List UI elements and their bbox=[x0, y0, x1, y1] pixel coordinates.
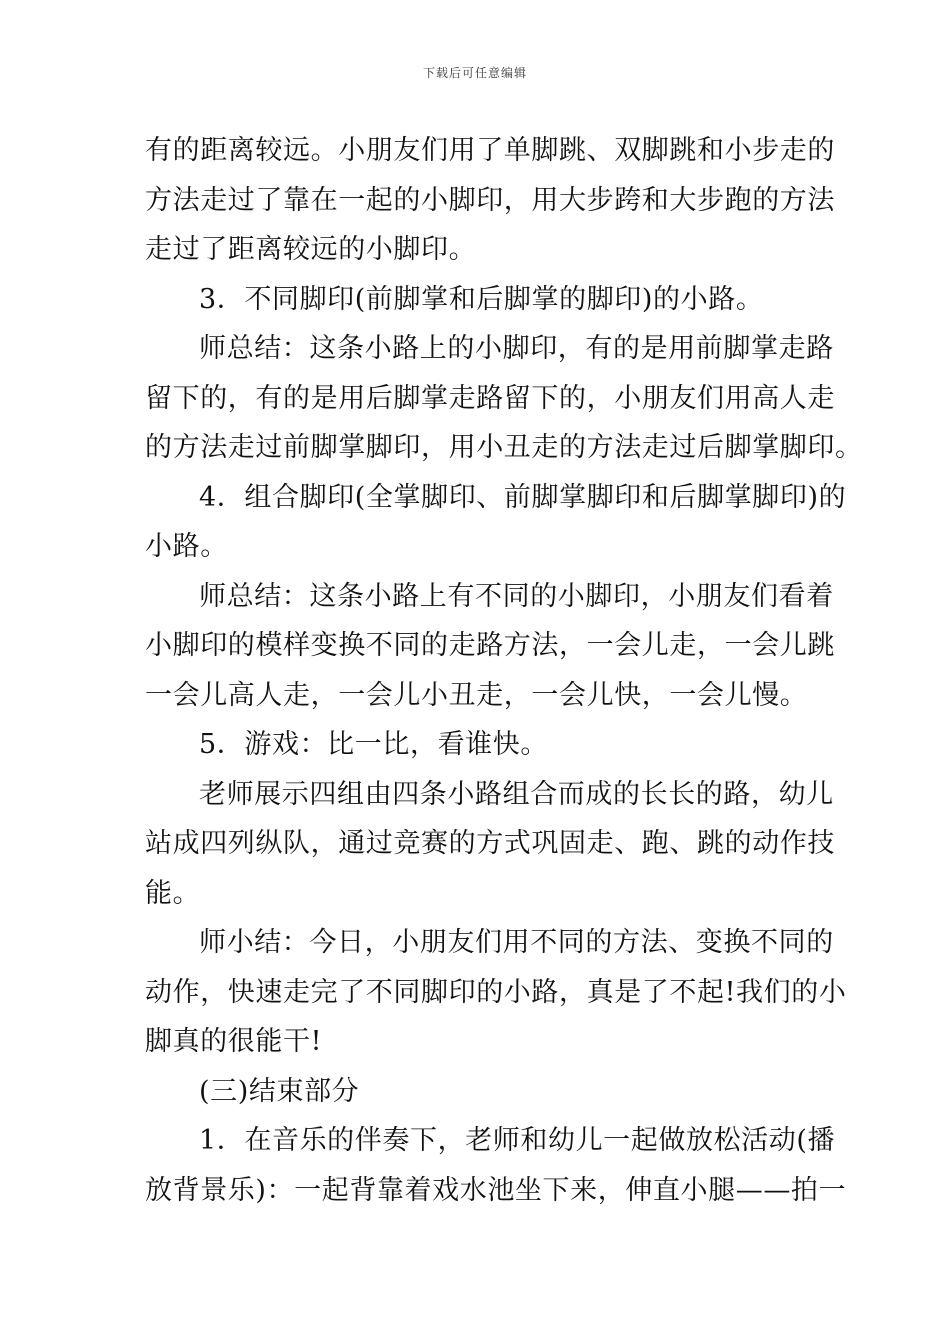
text-line: 站成四列纵队，通过竞赛的方式巩固走、跑、跳的动作技 bbox=[145, 828, 835, 859]
text-line: 走过了距离较远的小脚印。 bbox=[145, 234, 477, 265]
section-heading-ending: (三)结束部分 bbox=[199, 1075, 360, 1107]
document-body bbox=[145, 126, 863, 1215]
section-heading-3: 3．不同脚印(前脚掌和后脚掌的脚印)的小路。 bbox=[199, 283, 764, 315]
text-line: 一会儿高人走，一会儿小丑走，一会儿快，一会儿慢。 bbox=[145, 679, 808, 711]
section-heading-4: 4．组合脚印(全掌脚印、前脚掌脚印和后脚掌脚印)的 bbox=[199, 481, 847, 513]
text-line: 小脚印的模样变换不同的走路方法，一会儿走，一会儿跳 bbox=[145, 630, 835, 661]
text-line: 留下的，有的是用后脚掌走路留下的，小朋友们用高人走 bbox=[145, 382, 835, 414]
text-line: 放背景乐)：一起背靠着戏水池坐下来，伸直小腿——拍一 bbox=[145, 1174, 847, 1206]
text-line: 方法走过了靠在一起的小脚印，用大步跨和大步跑的方法 bbox=[145, 184, 835, 216]
text-line: 1．在音乐的伴奏下，老师和幼儿一起做放松活动(播 bbox=[199, 1125, 836, 1156]
text-line: 脚真的很能干! bbox=[145, 1026, 323, 1057]
header-note: 下载后可任意编辑 bbox=[422, 66, 527, 80]
text-line: 有的距离较远。小朋友们用了单脚跳、双脚跳和小步走的 bbox=[145, 135, 835, 166]
text-line: 能。 bbox=[145, 877, 201, 909]
section-heading-5: 5．游戏：比一比，看谁快。 bbox=[199, 729, 548, 760]
text-line: 小路。 bbox=[145, 531, 228, 562]
text-line: 老师展示四组由四条小路组合而成的长长的路，幼儿 bbox=[199, 778, 834, 810]
text-line: 的方法走过前脚掌脚印，用小丑走的方法走过后脚掌脚印。 bbox=[145, 432, 863, 463]
text-line: 动作，快速走完了不同脚印的小路，真是了不起!我们的小 bbox=[145, 976, 847, 1008]
text-line: 师小结：今日，小朋友们用不同的方法、变换不同的 bbox=[199, 927, 834, 958]
text-line: 师总结：这条小路上有不同的小脚印，小朋友们看着 bbox=[199, 580, 834, 612]
text-line: 师总结：这条小路上的小脚印，有的是用前脚掌走路 bbox=[199, 333, 834, 364]
